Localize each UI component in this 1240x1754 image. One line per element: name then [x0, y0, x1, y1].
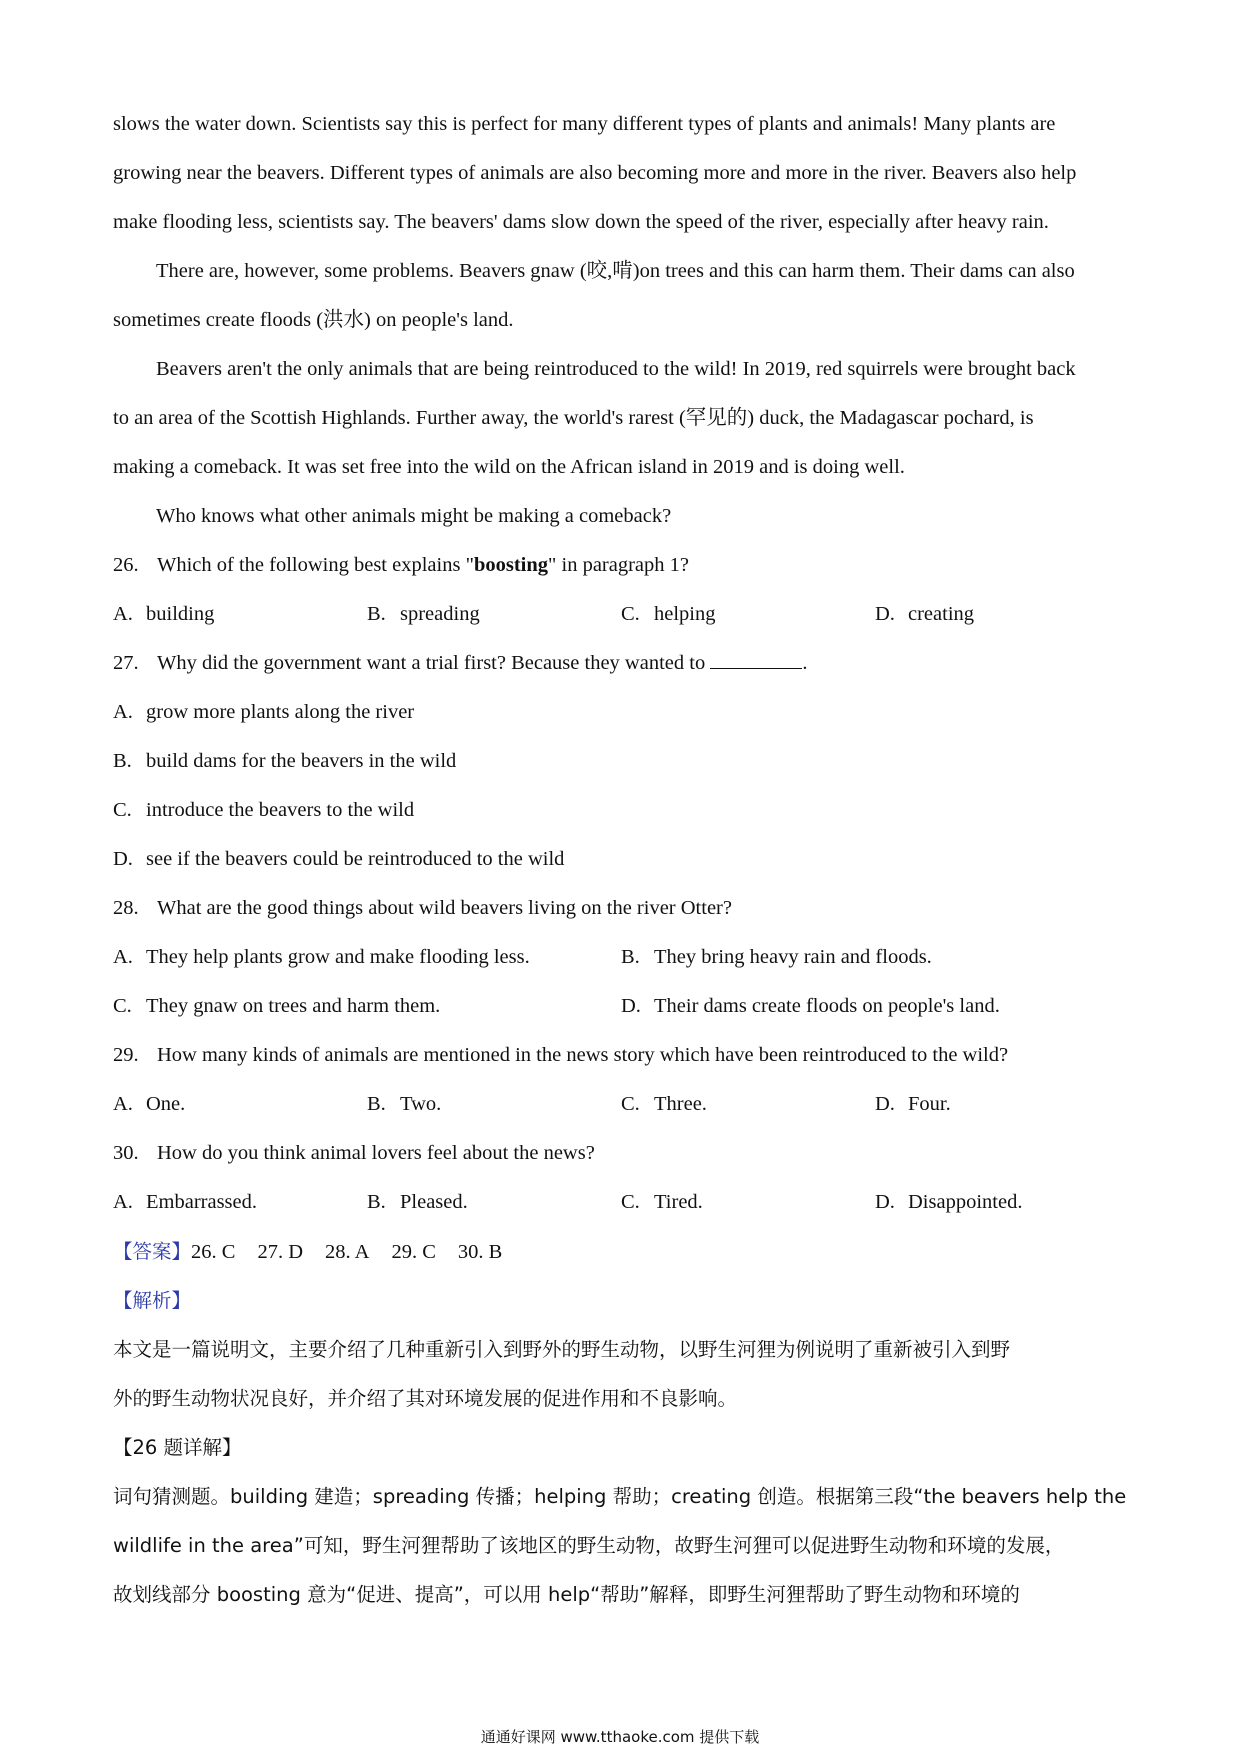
options-28-row1 [113, 933, 1133, 982]
options-26 [113, 590, 1133, 639]
document-page [113, 100, 1133, 1619]
option-text: One. [146, 1093, 186, 1115]
paragraph: Who knows what other animals might be making a comeback? [156, 505, 672, 527]
option-letter: B. [367, 1191, 386, 1213]
question-30 [113, 1129, 1133, 1178]
option-letter: B. [621, 946, 640, 968]
question-number: 29. [113, 1044, 139, 1066]
option-letter: C. [621, 603, 640, 625]
question-number: 28. [113, 897, 139, 919]
paragraph [113, 345, 1133, 492]
option-letter: D. [875, 603, 895, 625]
option-text: helping [654, 603, 716, 625]
option[interactable] [367, 1178, 621, 1227]
question-27 [113, 639, 1133, 688]
option[interactable] [113, 786, 1133, 835]
option-text: Their dams create floods on people's land. [654, 995, 1000, 1017]
detail-text-line: 故划线部分 boosting 意为“促进、提高”，可以用 help“帮助”解释，即野生河狸帮助了野生动物和环境的 [113, 1583, 1020, 1606]
question-number: 27. [113, 652, 139, 674]
option[interactable] [113, 982, 621, 1031]
option-letter: D. [113, 848, 133, 870]
option-letter: C. [621, 1191, 640, 1213]
question-text: Why did the government want a trial first? Because they wanted to . [157, 639, 807, 688]
option-letter: A. [113, 701, 133, 723]
text-line: slows the water down. Scientists say this is perfect for many different types of plants and animals! Many plants are [113, 113, 1056, 135]
question-text: What are the good things about wild beavers living on the river Otter? [157, 897, 732, 919]
question-29 [113, 1031, 1133, 1080]
option-text: see if the beavers could be reintroduced to the wild [146, 848, 565, 870]
option-text: build dams for the beavers in the wild [146, 750, 457, 772]
option-text: building [146, 603, 215, 625]
analysis-text-line: 外的野生动物状况良好，并介绍了其对环境发展的促进作用和不良影响。 [113, 1387, 738, 1410]
option-letter: A. [113, 1093, 133, 1115]
option-text: They help plants grow and make flooding less. [146, 946, 530, 968]
option[interactable] [113, 590, 367, 639]
option-text: Two. [400, 1093, 442, 1115]
answer-blank[interactable] [710, 648, 802, 669]
analysis-text-line: 本文是一篇说明文，主要介绍了几种重新引入到野外的野生动物，以野生河狸为例说明了重新被引入到野 [113, 1338, 1011, 1361]
option-text: spreading [400, 603, 480, 625]
options-28-row2 [113, 982, 1133, 1031]
detail-26-label: 【26 题详解】 [113, 1436, 242, 1459]
answer-item: 26. C [191, 1241, 236, 1263]
option-text: Disappointed. [908, 1191, 1023, 1213]
option[interactable] [113, 737, 1133, 786]
text-line: Beavers aren't the only animals that are being reintroduced to the wild! In 2019, red squirrels were brought back [156, 358, 1076, 380]
options-29 [113, 1080, 1133, 1129]
question-text: How do you think animal lovers feel about the news? [157, 1142, 595, 1164]
option[interactable] [875, 1178, 1022, 1227]
analysis-label: 【解析】 [113, 1289, 192, 1312]
option-text: Embarrassed. [146, 1191, 257, 1213]
option-text: They bring heavy rain and floods. [654, 946, 932, 968]
option[interactable] [113, 835, 1133, 884]
detail-text-line: wildlife in the area”可知，野生河狸帮助了该地区的野生动物，故野生河狸可以促进野生动物和环境的发展， [113, 1534, 1065, 1557]
option[interactable] [113, 688, 1133, 737]
option[interactable] [621, 1178, 875, 1227]
options-30 [113, 1178, 1133, 1227]
option[interactable] [113, 1080, 367, 1129]
answer-label: 【答案】 [113, 1240, 192, 1263]
text-line: growing near the beavers. Different types of animals are also becoming more and more in the river. Beavers also help [113, 162, 1077, 184]
answer-item: 30. B [457, 1241, 503, 1263]
option[interactable] [621, 590, 875, 639]
option-letter: C. [113, 799, 132, 821]
option[interactable] [621, 933, 932, 982]
detail-text-line: 词句猜测题。building 建造；spreading 传播；helping 帮助；creating 创造。根据第三段“the beavers help the [113, 1485, 1127, 1508]
question-text: How many kinds of animals are mentioned in the news story which have been reintroduced to the wild? [157, 1044, 1009, 1066]
answer-item: 29. C [391, 1241, 436, 1263]
option[interactable] [367, 1080, 621, 1129]
option-text: Tired. [654, 1191, 703, 1213]
paragraph [113, 100, 1133, 247]
option-text: Three. [654, 1093, 707, 1115]
option-text: grow more plants along the river [146, 701, 415, 723]
option-letter: B. [113, 750, 132, 772]
footer-watermark: 通通好课网 www.tthaoke.com 提供下载 [480, 1728, 760, 1746]
option-letter: C. [113, 995, 132, 1017]
text-line: to an area of the Scottish Highlands. Further away, the world's rarest (罕见的) duck, the Madagascar pochard, is [113, 407, 1034, 429]
option-text: introduce the beavers to the wild [146, 799, 415, 821]
answer-item: 28. A [325, 1241, 370, 1263]
option-letter: A. [113, 1191, 133, 1213]
option[interactable] [875, 590, 974, 639]
question-28 [113, 884, 1133, 933]
answer-item: 27. D [257, 1241, 304, 1263]
question-number: 30. [113, 1142, 139, 1164]
option-letter: D. [875, 1093, 895, 1115]
text-line: There are, however, some problems. Beavers gnaw (咬,啃)on trees and this can harm them. Their dams can also [156, 260, 1075, 282]
option[interactable] [367, 590, 621, 639]
question-26 [113, 541, 1133, 590]
option-text: Pleased. [400, 1191, 468, 1213]
option-text: They gnaw on trees and harm them. [146, 995, 441, 1017]
question-number: 26. [113, 554, 139, 576]
option[interactable] [875, 1080, 951, 1129]
option-text: creating [908, 603, 975, 625]
text-line: sometimes create floods (洪水) on people's land. [113, 309, 514, 331]
option-letter: A. [113, 946, 133, 968]
option[interactable] [621, 982, 1000, 1031]
option-letter: B. [367, 1093, 386, 1115]
option[interactable] [621, 1080, 875, 1129]
keyword: boosting [473, 554, 549, 576]
answer-key [113, 1227, 1133, 1276]
option-letter: A. [113, 603, 133, 625]
option-text: Four. [908, 1093, 951, 1115]
text-line: make flooding less, scientists say. The beavers' dams slow down the speed of the river, especially after heavy rain. [113, 211, 1049, 233]
option-letter: D. [875, 1191, 895, 1213]
option[interactable] [113, 933, 621, 982]
option-letter: B. [367, 603, 386, 625]
question-text: Which of the following best explains "boosting" in paragraph 1? [157, 554, 690, 576]
option-letter: C. [621, 1093, 640, 1115]
paragraph [113, 247, 1133, 345]
text-line: making a comeback. It was set free into the wild on the African island in 2019 and is doing well. [113, 456, 905, 478]
option-letter: D. [621, 995, 641, 1017]
option[interactable] [113, 1178, 367, 1227]
